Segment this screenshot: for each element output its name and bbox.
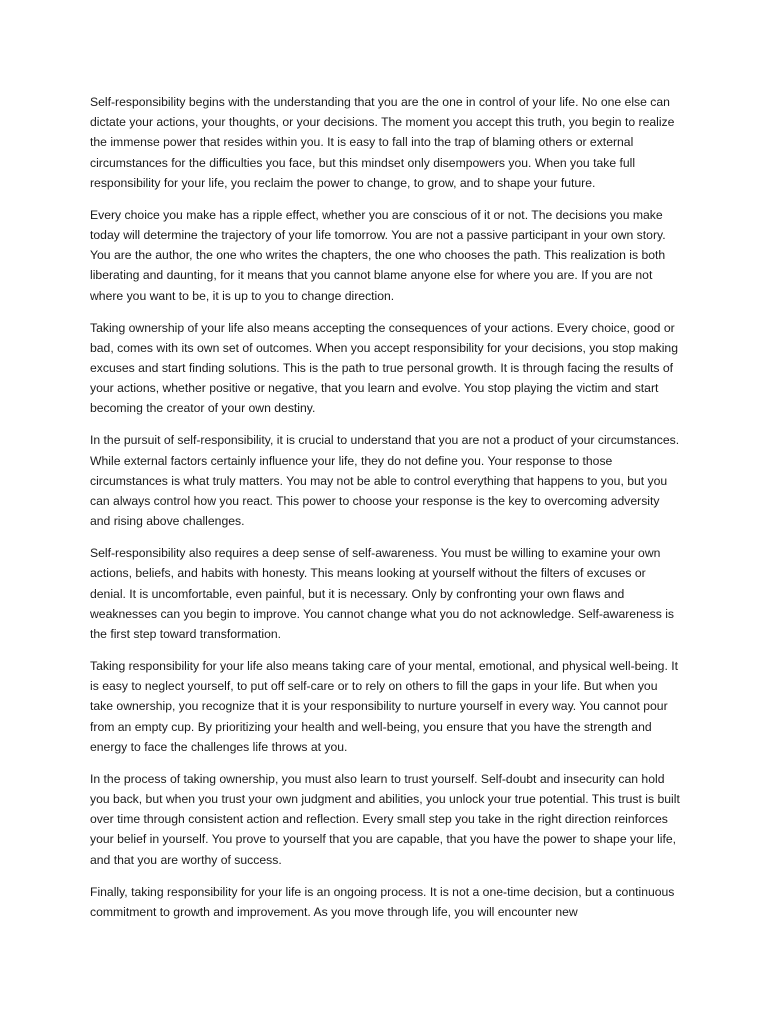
paragraph-4: In the pursuit of self-responsibility, it is crucial to understand that you are not a product of your circumstances. While external factors certainly influence your life, they do not define you. Your response to those circumstances is what truly matters. You may not be able to control everything that happens to you, but you can always control how you react. This power to choose your response is the key to overcoming adversity and rising above challenges. [90,433,680,529]
paragraph-1: Self-responsibility begins with the understanding that you are the one in control of your life. No one else can dictate your actions, your thoughts, or your decisions. The moment you accept this truth, you begin to realize the immense power that resides within you. It is easy to fall into the trap of blaming others or external circumstances for the difficulties you face, but this mindset only disempowers you. When you take full responsibility for your life, you reclaim the power to change, to grow, and to shape your future. [90,95,675,190]
body-text [90,92,682,934]
paragraph-8: Finally, taking responsibility for your life is an ongoing process. It is not a one-time decision, but a continuous commitment to growth and improvement. As you move through life, you will encounter new [90,884,675,919]
paragraph-5: Self-responsibility also requires a deep sense of self-awareness. You must be willing to examine your own actions, beliefs, and habits with honesty. This means looking at yourself without the filters of excuses or denial. It is uncomfortable, even painful, but it is necessary. Only by confronting your own flaws and weaknesses can you begin to improve. You cannot change what you do not acknowledge. Self-awareness is the first step toward transformation. [90,546,675,642]
paragraph-6: Taking responsibility for your life also means taking care of your mental, emotional, and physical well-being. It is easy to neglect yourself, to put off self-care or to rely on others to fill the gaps in your life. But when you take ownership, you recognize that it is your responsibility to nurture yourself in every way. You cannot pour from an empty cup. By prioritizing your health and well-being, you ensure that you have the strength and energy to face the challenges life throws at you. [90,659,678,754]
paragraph-2: Every choice you make has a ripple effect, whether you are conscious of it or not. The decisions you make today will determine the trajectory of your life tomorrow. You are not a passive participant in your own story. You are the author, the one who writes the chapters, the one who chooses the path. This realization is both liberating and daunting, for it means that you cannot blame anyone else for where you are. If you are not where you want to be, it is up to you to change direction. [90,207,666,303]
paragraph-7: In the process of taking ownership, you must also learn to trust yourself. Self-doubt and insecurity can hold you back, but when you trust your own judgment and abilities, you unlock your true potential. This trust is built over time through consistent action and reflection. Every small step you take in the right direction reinforces your belief in yourself. You prove to yourself that you are capable, that you have the power to shape your life, and that you are worthy of success. [90,771,680,867]
paragraph-3: Taking ownership of your life also means accepting the consequences of your actions. Every choice, good or bad, comes with its own set of outcomes. When you accept responsibility for your decisions, you stop making excuses and start finding solutions. This is the path to true personal growth. It is through facing the results of your actions, whether positive or negative, that you learn and evolve. You stop playing the victim and start becoming the creator of your own destiny. [90,320,678,416]
